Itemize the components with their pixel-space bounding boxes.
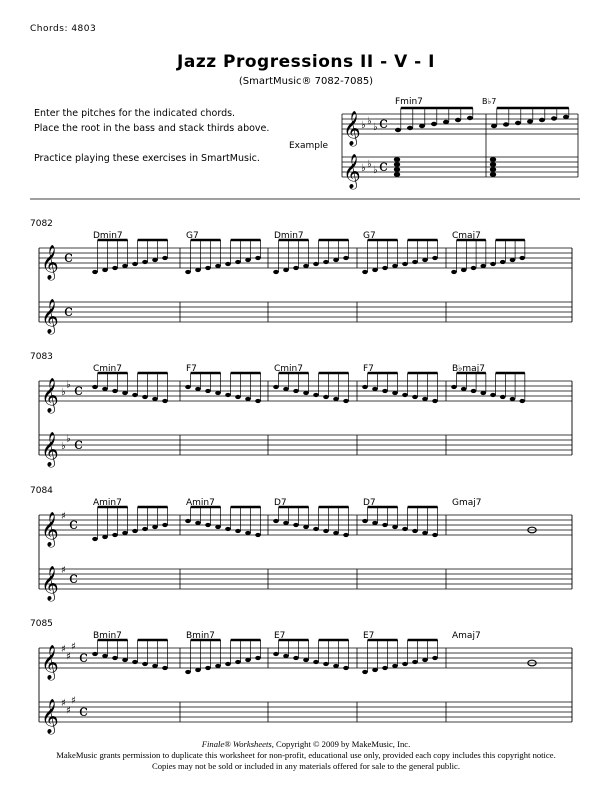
eighth-note <box>185 385 191 389</box>
eighth-note <box>195 387 201 391</box>
eighth-note <box>215 664 221 668</box>
eighth-note <box>225 527 231 531</box>
common-time-icon: c <box>64 301 73 320</box>
eighth-note <box>471 266 477 270</box>
eighth-note <box>422 397 428 401</box>
sharp-accidental-icon: ♯ <box>61 698 66 709</box>
eighth-note <box>372 668 378 672</box>
eighth-note <box>422 258 428 262</box>
eighth-note <box>102 654 108 658</box>
treble-clef-icon: 𝄞 <box>343 154 361 189</box>
sharp-accidental-icon: ♯ <box>66 651 71 663</box>
eighth-note <box>303 658 309 662</box>
eighth-note <box>343 533 349 537</box>
chord-symbol: G7 <box>186 231 199 241</box>
example-note <box>455 118 461 122</box>
eighth-note <box>451 270 457 274</box>
chord-symbol: Gmaj7 <box>452 498 482 508</box>
eighth-note <box>273 270 279 274</box>
treble-clef-icon: 𝄞 <box>41 245 59 280</box>
chord-symbol: D7 <box>363 498 376 508</box>
treble-clef-icon: 𝄞 <box>41 299 59 334</box>
eighth-note <box>432 533 438 537</box>
example-note <box>443 120 449 124</box>
example-note <box>527 119 533 123</box>
eighth-note <box>293 389 299 393</box>
sharp-accidental-icon: ♯ <box>66 705 71 717</box>
eighth-note <box>392 525 398 529</box>
example-note <box>551 116 557 120</box>
eighth-note <box>273 652 279 656</box>
eighth-note <box>102 535 108 539</box>
eighth-note <box>92 537 98 541</box>
example-chord-label: B♭7 <box>482 97 497 106</box>
eighth-note <box>152 397 158 401</box>
sharp-accidental-icon: ♯ <box>61 511 66 522</box>
eighth-note <box>500 395 506 399</box>
example-chord-note <box>394 167 400 172</box>
chord-symbol: Amaj7 <box>452 631 481 641</box>
eighth-note <box>461 387 467 391</box>
eighth-note <box>283 654 289 658</box>
treble-clef-icon: 𝄞 <box>41 378 59 413</box>
eighth-note <box>402 262 408 266</box>
eighth-note <box>382 266 388 270</box>
chord-symbol: Amin7 <box>186 498 215 508</box>
example-chord-label: Fmin7 <box>395 97 423 107</box>
eighth-note <box>162 256 168 260</box>
treble-clef-icon: 𝄞 <box>41 566 59 601</box>
eighth-note <box>362 385 368 389</box>
eighth-note <box>245 531 251 535</box>
exercise-number-7084: 7084 <box>30 486 53 496</box>
eighth-note <box>195 668 201 672</box>
eighth-note <box>461 268 467 272</box>
eighth-note <box>382 523 388 527</box>
eighth-note <box>255 533 261 537</box>
treble-clef-icon: 𝄞 <box>343 111 361 146</box>
eighth-note <box>132 393 138 397</box>
flat-accidental-icon: ♭ <box>66 433 71 445</box>
eighth-note <box>372 387 378 391</box>
eighth-note <box>92 652 98 656</box>
eighth-note <box>362 519 368 523</box>
chord-symbol: Bmin7 <box>186 631 215 641</box>
eighth-note <box>343 666 349 670</box>
flat-accidental-icon: ♭ <box>361 120 366 131</box>
eighth-note <box>215 525 221 529</box>
page-title: Jazz Progressions II - V - I <box>177 52 435 72</box>
eighth-note <box>432 399 438 403</box>
eighth-note <box>205 266 211 270</box>
eighth-note <box>422 658 428 662</box>
eighth-note <box>215 264 221 268</box>
eighth-note <box>102 268 108 272</box>
flat-accidental-icon: ♭ <box>373 165 378 176</box>
common-time-icon: c <box>379 156 388 175</box>
example-chord-note <box>394 172 400 177</box>
sharp-accidental-icon: ♯ <box>71 641 76 653</box>
chord-symbol: G7 <box>363 231 376 241</box>
eighth-note <box>273 385 279 389</box>
example-note <box>503 122 509 126</box>
eighth-note <box>323 395 329 399</box>
chord-symbol: F7 <box>186 364 197 374</box>
chord-symbol: Cmaj7 <box>452 231 481 241</box>
eighth-note <box>225 262 231 266</box>
common-time-icon: c <box>74 380 83 399</box>
instruction-line-1: Enter the pitches for the indicated chords. <box>34 108 236 119</box>
eighth-note <box>402 662 408 666</box>
sharp-accidental-icon: ♯ <box>61 565 66 576</box>
chord-symbol: E7 <box>274 631 286 641</box>
chord-symbol: B♭maj7 <box>452 364 485 374</box>
eighth-note <box>112 533 118 537</box>
eighth-note <box>343 256 349 260</box>
exercise-number-7083: 7083 <box>30 352 53 362</box>
instruction-line-3: Practice playing these exercises in SmartMusic. <box>34 153 260 164</box>
sharp-accidental-icon: ♯ <box>61 644 66 655</box>
footer-copyright: , Copyright © 2009 by MakeMusic, Inc. <box>271 739 411 749</box>
eighth-note <box>362 270 368 274</box>
eighth-note <box>142 527 148 531</box>
chord-symbol: Bmin7 <box>93 631 122 641</box>
eighth-note <box>152 664 158 668</box>
sharp-accidental-icon: ♯ <box>71 695 76 707</box>
eighth-note <box>112 656 118 660</box>
example-note <box>419 124 425 128</box>
chord-symbol: D7 <box>274 498 287 508</box>
eighth-note <box>323 260 329 264</box>
eighth-note <box>432 256 438 260</box>
eighth-note <box>283 521 289 525</box>
eighth-note <box>245 258 251 262</box>
common-time-icon: c <box>69 514 78 533</box>
example-note <box>491 124 497 128</box>
eighth-note <box>205 389 211 393</box>
eighth-note <box>102 387 108 391</box>
eighth-note <box>303 391 309 395</box>
eighth-note <box>333 397 339 401</box>
eighth-note <box>490 393 496 397</box>
eighth-note <box>343 399 349 403</box>
eighth-note <box>162 523 168 527</box>
eighth-note <box>132 529 138 533</box>
eighth-note <box>245 397 251 401</box>
chord-code-label: Chords: 4803 <box>30 24 97 34</box>
example-note <box>431 122 437 126</box>
eighth-note <box>195 521 201 525</box>
eighth-note <box>303 264 309 268</box>
example-note <box>467 116 473 120</box>
footer-permission: MakeMusic grants permission to duplicate this worksheet for non-profit, educational use only, provided each copy includes this copyright notice. <box>56 750 556 760</box>
eighth-note <box>185 519 191 523</box>
eighth-note <box>255 256 261 260</box>
eighth-note <box>122 658 128 662</box>
eighth-note <box>293 523 299 527</box>
flat-accidental-icon: ♭ <box>367 116 372 127</box>
example-chord-note <box>490 157 496 162</box>
chord-symbol: Cmin7 <box>93 364 122 374</box>
common-time-icon: c <box>69 568 78 587</box>
eighth-note <box>255 399 261 403</box>
eighth-note <box>122 264 128 268</box>
flat-accidental-icon: ♭ <box>373 122 378 133</box>
flat-accidental-icon: ♭ <box>367 159 372 170</box>
treble-clef-icon: 𝄞 <box>41 645 59 680</box>
example-chord-note <box>394 157 400 162</box>
chord-symbol: Dmin7 <box>93 231 123 241</box>
eighth-note <box>412 660 418 664</box>
eighth-note <box>313 527 319 531</box>
page-subtitle: (SmartMusic® 7082-7085) <box>238 76 374 87</box>
copyright-footer <box>0 739 612 772</box>
example-note <box>563 115 569 119</box>
eighth-note <box>392 391 398 395</box>
eighth-note <box>432 656 438 660</box>
eighth-note <box>333 664 339 668</box>
eighth-note <box>235 660 241 664</box>
flat-accidental-icon: ♭ <box>61 441 66 452</box>
eighth-note <box>152 258 158 262</box>
eighth-note <box>195 268 201 272</box>
example-chord-note <box>490 167 496 172</box>
eighth-note <box>283 268 289 272</box>
example-label: Example <box>289 141 329 151</box>
eighth-note <box>422 531 428 535</box>
exercise-number-7082: 7082 <box>30 219 53 229</box>
eighth-note <box>412 260 418 264</box>
eighth-note <box>122 531 128 535</box>
flat-accidental-icon: ♭ <box>361 163 366 174</box>
eighth-note <box>490 262 496 266</box>
eighth-note <box>225 662 231 666</box>
eighth-note <box>392 264 398 268</box>
eighth-note <box>480 264 486 268</box>
eighth-note <box>162 399 168 403</box>
eighth-note <box>225 393 231 397</box>
eighth-note <box>122 391 128 395</box>
flat-accidental-icon: ♭ <box>66 379 71 391</box>
treble-clef-icon: 𝄞 <box>41 699 59 734</box>
eighth-note <box>293 266 299 270</box>
eighth-note <box>92 270 98 274</box>
eighth-note <box>362 670 368 674</box>
eighth-note <box>132 660 138 664</box>
common-time-icon: c <box>79 701 88 720</box>
eighth-note <box>142 662 148 666</box>
chord-symbol: Dmin7 <box>274 231 304 241</box>
eighth-note <box>112 266 118 270</box>
eighth-note <box>142 260 148 264</box>
eighth-note <box>185 270 191 274</box>
common-time-icon: c <box>64 247 73 266</box>
eighth-note <box>480 391 486 395</box>
chord-symbol: E7 <box>363 631 375 641</box>
eighth-note <box>471 389 477 393</box>
example-note <box>395 128 401 132</box>
treble-clef-icon: 𝄞 <box>41 432 59 467</box>
example-note <box>515 121 521 125</box>
eighth-note <box>372 268 378 272</box>
example-note <box>539 118 545 122</box>
footer-restriction: Copies may not be sold or included in any materials offered for sale to the general public. <box>152 761 460 771</box>
eighth-note <box>205 666 211 670</box>
eighth-note <box>152 525 158 529</box>
eighth-note <box>313 262 319 266</box>
common-time-icon: c <box>79 647 88 666</box>
eighth-note <box>313 393 319 397</box>
eighth-note <box>510 397 516 401</box>
eighth-note <box>303 525 309 529</box>
treble-clef-icon: 𝄞 <box>41 512 59 547</box>
eighth-note <box>402 527 408 531</box>
eighth-note <box>519 256 525 260</box>
example-chord-note <box>394 162 400 167</box>
common-time-icon: c <box>379 113 388 132</box>
eighth-note <box>235 395 241 399</box>
eighth-note <box>245 658 251 662</box>
eighth-note <box>451 385 457 389</box>
eighth-note <box>333 258 339 262</box>
chord-symbol: Amin7 <box>93 498 122 508</box>
example-note <box>407 126 413 130</box>
chord-symbol: Cmin7 <box>274 364 303 374</box>
eighth-note <box>273 519 279 523</box>
eighth-note <box>205 523 211 527</box>
eighth-note <box>519 399 525 403</box>
eighth-note <box>412 395 418 399</box>
exercise-number-7085: 7085 <box>30 619 53 629</box>
eighth-note <box>92 385 98 389</box>
eighth-note <box>382 389 388 393</box>
eighth-note <box>142 395 148 399</box>
eighth-note <box>132 262 138 266</box>
common-time-icon: c <box>74 434 83 453</box>
eighth-note <box>333 531 339 535</box>
eighth-note <box>392 664 398 668</box>
eighth-note <box>500 260 506 264</box>
eighth-note <box>510 258 516 262</box>
eighth-note <box>185 670 191 674</box>
chord-symbol: F7 <box>363 364 374 374</box>
flat-accidental-icon: ♭ <box>61 387 66 398</box>
eighth-note <box>235 260 241 264</box>
eighth-note <box>382 666 388 670</box>
example-chord-note <box>490 172 496 177</box>
eighth-note <box>283 387 289 391</box>
eighth-note <box>255 656 261 660</box>
footer-finale: Finale® Worksheets <box>201 739 272 749</box>
eighth-note <box>323 529 329 533</box>
eighth-note <box>112 389 118 393</box>
example-chord-note <box>490 162 496 167</box>
eighth-note <box>412 529 418 533</box>
eighth-note <box>372 521 378 525</box>
eighth-note <box>235 529 241 533</box>
eighth-note <box>402 393 408 397</box>
eighth-note <box>293 656 299 660</box>
eighth-note <box>215 391 221 395</box>
eighth-note <box>162 666 168 670</box>
eighth-note <box>313 660 319 664</box>
instruction-line-2: Place the root in the bass and stack thirds above. <box>34 123 270 134</box>
eighth-note <box>323 662 329 666</box>
